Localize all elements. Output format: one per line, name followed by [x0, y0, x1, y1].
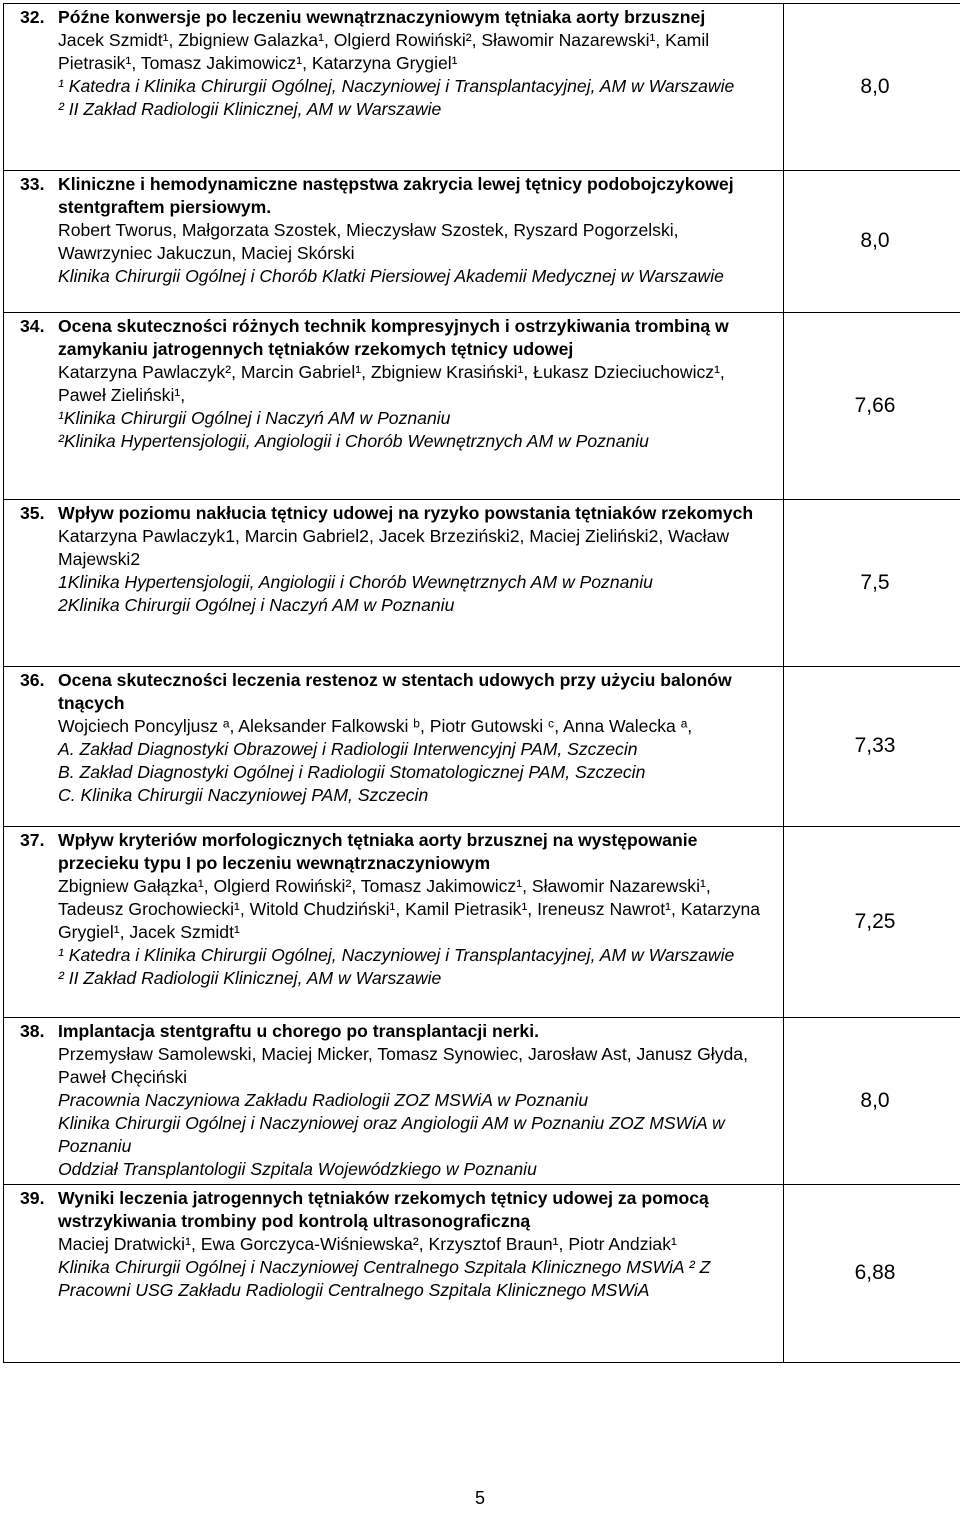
entry-score: 7,5 — [784, 500, 960, 667]
entry-content — [4, 827, 784, 1018]
page-number: 5 — [474, 1488, 485, 1508]
entry-row — [4, 667, 960, 827]
entry-affiliation: Pracownia Naczyniowa Zakładu Radiologii ZOZ MSWiA w Poznaniu — [58, 1090, 589, 1110]
entry-number: 38. — [20, 1021, 45, 1041]
entry-title: Ocena skuteczności leczenia restenoz w stentach udowych przy użyciu balonów tnących — [58, 670, 732, 713]
entry-number: 36. — [20, 670, 45, 690]
entry-authors: Katarzyna Pawlaczyk², Marcin Gabriel¹, Zbigniew Krasiński¹, Łukasz Dzieciuchowicz¹, Paweł Zieliński¹, — [58, 362, 725, 405]
entry-row — [4, 4, 960, 171]
entry-row — [4, 1185, 960, 1363]
entry-title: Ocena skuteczności różnych technik kompresyjnych i ostrzykiwania trombiną w zamykaniu jatrogennych tętniaków rzekomych tętnicy udowej — [58, 316, 729, 359]
entry-content — [4, 500, 784, 667]
entry-number: 37. — [20, 830, 45, 850]
entry-affiliation: 1Klinika Hypertensjologii, Angiologii i Chorób Wewnętrznych AM w Poznaniu — [58, 572, 653, 592]
entry-affiliation: Klinika Chirurgii Ogólnej i Naczyniowej oraz Angiologii AM w Poznaniu ZOZ MSWiA w Poznaniu — [58, 1113, 725, 1156]
entry-affiliation: Oddział Transplantologii Szpitala Wojewódzkiego w Poznaniu — [58, 1159, 537, 1179]
entry-row — [4, 313, 960, 500]
entry-affiliation: ² II Zakład Radiologii Klinicznej, AM w Warszawie — [58, 968, 442, 988]
entry-authors: Przemysław Samolewski, Maciej Micker, Tomasz Synowiec, Jarosław Ast, Janusz Głyda, Paweł Chęciński — [58, 1044, 748, 1087]
entry-title: Kliniczne i hemodynamiczne następstwa zakrycia lewej tętnicy podobojczykowej stentgraftem piersiowym. — [58, 174, 734, 217]
entry-authors: Robert Tworus, Małgorzata Szostek, Mieczysław Szostek, Ryszard Pogorzelski, Wawrzyniec Jakuczun, Maciej Skórski — [58, 220, 679, 263]
entry-score: 6,88 — [784, 1185, 960, 1363]
entry-content — [4, 1185, 784, 1363]
entry-affiliation: Klinika Chirurgii Ogólnej i Chorób Klatki Piersiowej Akademii Medycznej w Warszawie — [58, 266, 724, 286]
entry-affiliation: ¹Klinika Chirurgii Ogólnej i Naczyń AM w Poznaniu — [58, 408, 451, 428]
entry-score: 7,33 — [784, 667, 960, 827]
entry-authors: Jacek Szmidt¹, Zbigniew Galazka¹, Olgierd Rowiński², Sławomir Nazarewski¹, Kamil Pietrasik¹, Tomasz Jakimowicz¹, Katarzyna Grygiel¹ — [58, 30, 710, 73]
entry-score: 8,0 — [784, 1018, 960, 1185]
entry-content — [4, 313, 784, 500]
entry-title: Późne konwersje po leczeniu wewnątrznaczyniowym tętniaka aorty brzusznej — [58, 7, 706, 27]
entry-number: 35. — [20, 503, 45, 523]
entry-title: Wpływ poziomu nakłucia tętnicy udowej na ryzyko powstania tętniaków rzekomych — [58, 503, 754, 523]
entry-number: 32. — [20, 7, 45, 27]
entry-number: 39. — [20, 1188, 45, 1208]
entry-content — [4, 171, 784, 313]
entry-score: 7,25 — [784, 827, 960, 1018]
entry-score: 8,0 — [784, 4, 960, 171]
entry-authors: Zbigniew Gałązka¹, Olgierd Rowiński², Tomasz Jakimowicz¹, Sławomir Nazarewski¹, Tadeusz Grochowiecki¹, Witold Chudziński¹, Kamil Pietrasik¹, Ireneusz Nawrot¹, Katarzyna Grygiel¹, Jacek Szmidt¹ — [58, 876, 761, 942]
entry-title: Wyniki leczenia jatrogennych tętniaków rzekomych tętnicy udowej za pomocą wstrzykiwania trombiny pod kontrolą ultrasonograficzną — [58, 1188, 709, 1231]
entry-score: 7,66 — [784, 313, 960, 500]
entry-title: Wpływ kryteriów morfologicznych tętniaka aorty brzusznej na występowanie przecieku typu I po leczeniu wewnątrznaczyniowym — [58, 830, 698, 873]
entry-content — [4, 1018, 784, 1185]
entry-affiliation: ¹ Katedra i Klinika Chirurgii Ogólnej, Naczyniowej i Transplantacyjnej, AM w Warszawie — [58, 76, 735, 96]
entry-authors: Katarzyna Pawlaczyk1, Marcin Gabriel2, Jacek Brzeziński2, Maciej Zieliński2, Wacław Majewski2 — [58, 526, 730, 569]
entry-row — [4, 1018, 960, 1185]
results-table-body — [4, 4, 960, 1363]
entry-affiliation: B. Zakład Diagnostyki Ogólnej i Radiologii Stomatologicznej PAM, Szczecin — [58, 762, 646, 782]
entry-title: Implantacja stentgraftu u chorego po transplantacji nerki. — [58, 1021, 539, 1041]
entry-affiliation: 2Klinika Chirurgii Ogólnej i Naczyń AM w Poznaniu — [58, 595, 455, 615]
entry-authors: Maciej Dratwicki¹, Ewa Gorczyca-Wiśniewska², Krzysztof Braun¹, Piotr Andziak¹ — [58, 1234, 677, 1254]
entry-affiliation: ²Klinika Hypertensjologii, Angiologii i Chorób Wewnętrznych AM w Poznaniu — [58, 431, 649, 451]
entry-number: 34. — [20, 316, 45, 336]
entry-row — [4, 500, 960, 667]
results-table — [3, 3, 960, 1363]
entry-row — [4, 827, 960, 1018]
entry-score: 8,0 — [784, 171, 960, 313]
entry-authors: Wojciech Poncyljusz ᵃ, Aleksander Falkowski ᵇ, Piotr Gutowski ᶜ, Anna Walecka ᵃ, — [58, 716, 693, 736]
entry-affiliation: A. Zakład Diagnostyki Obrazowej i Radiologii Interwencyjnj PAM, Szczecin — [58, 739, 638, 759]
entry-affiliation: ² II Zakład Radiologii Klinicznej, AM w Warszawie — [58, 99, 442, 119]
entry-content — [4, 4, 784, 171]
entry-affiliation: Klinika Chirurgii Ogólnej i Naczyniowej Centralnego Szpitala Klinicznego MSWiA ² Z Pracowni USG Zakładu Radiologii Centralnego Szpitala Klinicznego MSWiA — [58, 1257, 711, 1300]
entry-affiliation: C. Klinika Chirurgii Naczyniowej PAM, Szczecin — [58, 785, 429, 805]
entry-affiliation: ¹ Katedra i Klinika Chirurgii Ogólnej, Naczyniowej i Transplantacyjnej, AM w Warszawie — [58, 945, 735, 965]
entry-row — [4, 171, 960, 313]
entry-number: 33. — [20, 174, 45, 194]
entry-content — [4, 667, 784, 827]
